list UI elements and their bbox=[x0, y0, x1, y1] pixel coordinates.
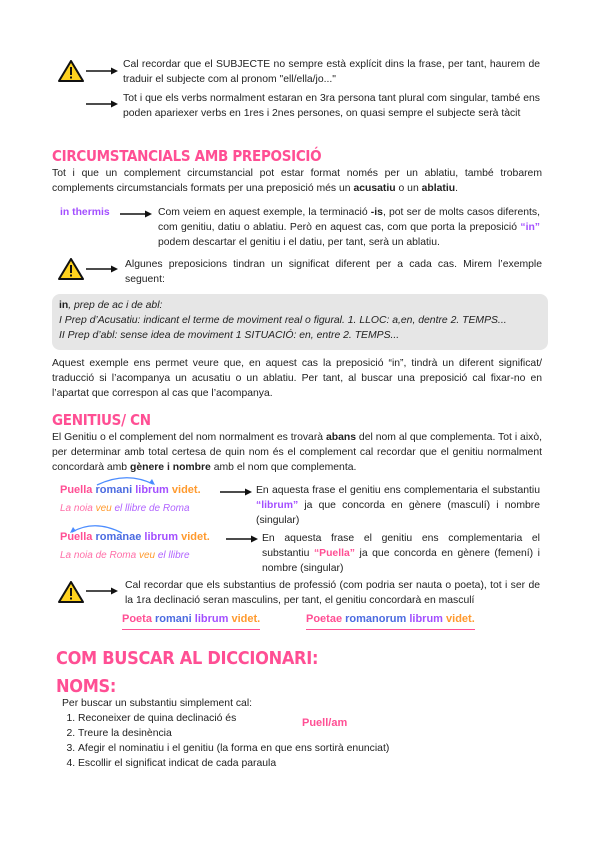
arrow-icon bbox=[86, 99, 118, 109]
section-title-genitius: GENITIUS/ CN bbox=[52, 411, 151, 429]
latin-sentence-poeta-2: Poetae romanorum librum videt. bbox=[306, 612, 475, 630]
list-item: 4. Escollir el significat indicat de cada paraula bbox=[78, 756, 498, 771]
gen-intro: El Genitiu o el complement del nom normalment es trovarà abans del nom al que complementa. Tot i això, per determinar amb total certesa de quin nom és el complement cal recordar que el genitiu normalment concordarà amb gènere i nombre amb el nom que complementa. bbox=[52, 432, 542, 474]
dict-intro: Per buscar un substantiu simplement cal: bbox=[62, 698, 253, 709]
section-title-dictionary: COM BUSCAR AL DICCIONARI: bbox=[56, 648, 319, 669]
dict-steps-list bbox=[60, 711, 498, 771]
arrow-icon bbox=[220, 487, 252, 497]
subsection-title-nouns: NOMS: bbox=[56, 676, 117, 697]
translation-1: La noia veu el llibre de Roma bbox=[60, 503, 190, 514]
dictionary-entry-line2: II Prep d’abl: sense idea de moviment 1 SITUACIÓ: en, entre 2. TEMPS... bbox=[59, 330, 400, 341]
arrow-icon bbox=[120, 209, 152, 219]
latin-sentence-2: Puella romanae librum videt. bbox=[60, 531, 210, 543]
arrow-icon bbox=[86, 66, 118, 76]
dictionary-entry-head: in, prep de ac i de abl: bbox=[59, 300, 163, 311]
circ-explanation: Com veiem en aquest exemple, la terminació -is, pot ser de molts casos diferents, com genitiu, datiu o ablatiu. Però en aquest cas, com que porta la preposició “in” podem descartar el genitiu i el datiu, per tant, serà un ablatiu. bbox=[158, 207, 540, 249]
circ-conclusion: Aquest exemple ens permet veure que, en aquest cas la preposició “in”, tindrà un diferent significat/ traducció si l’acompanya un acusatiu o un ablatiu. Per tant, al buscar una preposició cal fixar-no en l’apartat que correspon al cas que l’acompanya. bbox=[52, 358, 542, 400]
warning-icon bbox=[58, 60, 84, 82]
list-item: 3. Afegir el nominatiu i el genitiu (la forma en que ens sortirà enunciat) bbox=[78, 741, 498, 756]
section-title-circumstancials: CIRCUMSTANCIALS AMB PREPOSICIÓ bbox=[52, 147, 322, 165]
arrow-icon bbox=[226, 534, 258, 544]
gen-explanation-2: En aquesta frase el genitiu ens complementaria el substantiu “Puella” ja que concorda en gènere (femení) i nombre (singular) bbox=[262, 533, 540, 575]
warning-icon bbox=[58, 581, 84, 603]
translation-2: La noia de Roma veu el llibre bbox=[60, 550, 190, 561]
arrow-icon bbox=[86, 586, 118, 596]
note-verb-persons: Tot i que els verbs normalment estaran en 3ra persona tant plural com singular, també ens poden apariexer verbs en 1res i 2nes persones, on quasi sempre el subjecte serà tàcit bbox=[123, 93, 540, 120]
arrow-icon bbox=[86, 264, 118, 274]
circ-intro: Tot i que un complement circumstancial pot estar format només per un ablatiu, també trobarem complements circumstancials formats per una preposició més un acusatiu o un ablatiu. bbox=[52, 168, 542, 195]
warning-note-subject: Cal recordar que el SUBJECTE no sempre està explícit dins la frase, per tant, haurem de traduir el subjecte com al pronom "ell/ella/jo..." bbox=[123, 59, 540, 86]
dictionary-entry-line1: I Prep d’Acusatiu: indicant el terme de moviment real o figural. 1. LLOC: a,en, dentre 2. TEMPS... bbox=[59, 315, 507, 326]
warning-note-prepositions: Algunes preposicions tindran un significat diferent per a cada cas. Mirem l’exemple seguent: bbox=[125, 259, 542, 286]
dictionary-entry-box bbox=[52, 294, 548, 350]
gen-explanation-1: En aquesta frase el genitiu ens complementaria el substantiu “librum” ja que concorda en gènere (masculí) i nombre (singular) bbox=[256, 485, 540, 527]
latin-sentence-poeta-1: Poeta romani librum videt. bbox=[122, 612, 260, 630]
list-item: 2. Treure la desinència bbox=[78, 726, 498, 741]
warning-note-professions: Cal recordar que els substantius de professió (com podria ser nauta o poeta), tot i ser de la 1ra declinació seran masculins, per tant, el genitiu concordarà en masculí bbox=[125, 580, 540, 607]
list-item: 1. Reconeixer de quina declinació és bbox=[78, 711, 498, 726]
dict-side-example: Puell/am bbox=[302, 717, 348, 729]
example-in-thermis: in thermis bbox=[60, 207, 110, 218]
latin-sentence-1: Puella romani librum videt. bbox=[60, 484, 201, 496]
warning-icon bbox=[58, 258, 84, 280]
